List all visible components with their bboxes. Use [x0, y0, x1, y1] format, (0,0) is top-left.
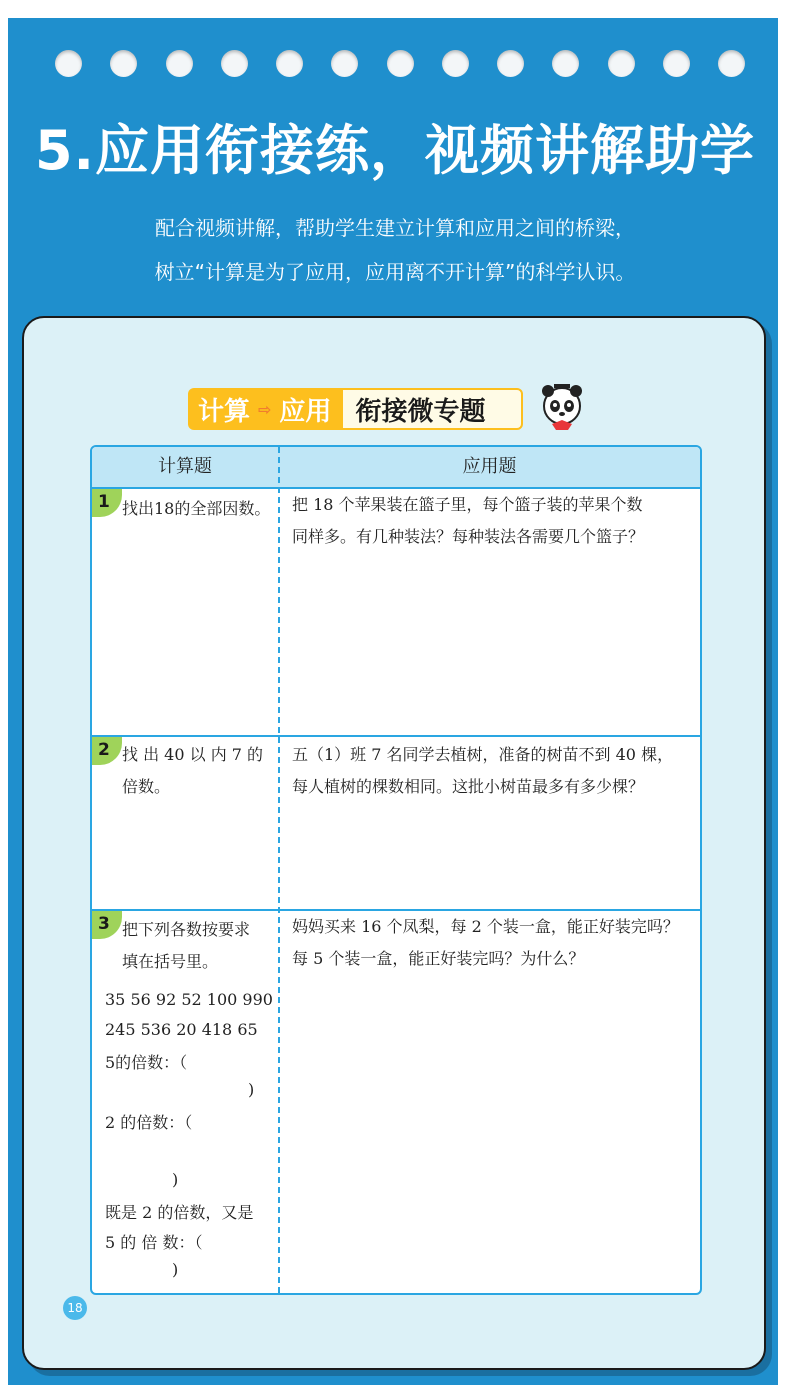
subtitle-line-1: 配合视频讲解，帮助学生建立计算和应用之间的桥梁， [155, 216, 635, 240]
row-number-badge: 1 [92, 489, 122, 517]
banner-topic-label: 衔接微专题 [341, 388, 523, 430]
text-line: 把下列各数按要求 [122, 920, 251, 939]
binder-hole [718, 50, 745, 77]
answer-bracket-close: ) [172, 1170, 179, 1189]
text-line: 倍数。 [122, 777, 171, 796]
row-number-badge: 2 [92, 737, 122, 765]
binder-hole [276, 50, 303, 77]
text-line: 把 18 个苹果装在篮子里，每个篮子装的苹果个数 [292, 495, 643, 514]
panda-mascot-icon [534, 380, 590, 436]
binder-hole [110, 50, 137, 77]
header-calc: 计算题 [158, 456, 212, 477]
binder-hole [221, 50, 248, 77]
binder-hole [608, 50, 635, 77]
binder-hole [663, 50, 690, 77]
table-header [92, 447, 700, 487]
calc-question-2 [122, 739, 278, 803]
number-list-line-1: 35 56 92 52 100 990 [105, 990, 273, 1009]
text-line: 每人植树的棵数相同。这批小树苗最多有多少棵？ [292, 777, 645, 796]
multiple-of-5-label: 5的倍数：（ [105, 1053, 188, 1072]
multiple-of-2-label: 2 的倍数：（ [105, 1113, 193, 1132]
row-number-badge: 3 [92, 911, 122, 939]
number-list-line-2: 245 536 20 418 65 [105, 1020, 258, 1039]
calc-question-1 [122, 493, 278, 525]
app-question-1 [292, 489, 692, 553]
answer-bracket-close: ) [248, 1080, 255, 1099]
binder-hole [331, 50, 358, 77]
column-divider [278, 447, 280, 1293]
multiple-of-2-and-5-label: 既是 2 的倍数，又是 [105, 1203, 254, 1222]
binder-hole [497, 50, 524, 77]
binder-hole [166, 50, 193, 77]
binder-hole [552, 50, 579, 77]
text-line: 每 5 个装一盒，能正好装完吗？为什么？ [292, 949, 585, 968]
page-title: 5.应用衔接练，视频讲解助学 [34, 119, 756, 182]
banner-app-label: 应用 [279, 396, 332, 427]
binder-holes [55, 50, 745, 77]
header-app: 应用题 [462, 456, 517, 477]
binder-hole [442, 50, 469, 77]
banner-calc-to-app [188, 388, 341, 430]
banner-calc-label: 计算 [198, 396, 251, 427]
app-question-3 [292, 911, 692, 975]
text-line: 同样多。有几种装法？每种装法各需要几个篮子？ [292, 527, 645, 546]
exercise-table [90, 445, 702, 1295]
app-question-2 [292, 739, 692, 803]
text-line: 找出18的全部因数。 [122, 499, 271, 518]
page-number: 18 [63, 1296, 87, 1320]
text-line: 五（1）班 7 名同学去植树，准备的树苗不到 40 棵， [292, 745, 674, 764]
answer-bracket-close: ) [172, 1260, 179, 1279]
row-divider [92, 735, 700, 737]
topic-banner [188, 388, 523, 430]
text-line: 找 出 40 以 内 7 的 [122, 745, 264, 764]
text-line: 妈妈买来 16 个凤梨，每 2 个装一盒，能正好装完吗？ [292, 917, 679, 936]
calc-question-3 [122, 914, 278, 978]
text-line: 填在括号里。 [122, 952, 219, 971]
binder-hole [387, 50, 414, 77]
multiple-of-2-and-5-label: 5 的 倍 数：（ [105, 1233, 203, 1252]
arrow-icon: ⇨ [258, 399, 272, 419]
subtitle-line-2: 树立“计算是为了应用，应用离不开计算”的科学认识。 [154, 260, 636, 284]
binder-hole [55, 50, 82, 77]
